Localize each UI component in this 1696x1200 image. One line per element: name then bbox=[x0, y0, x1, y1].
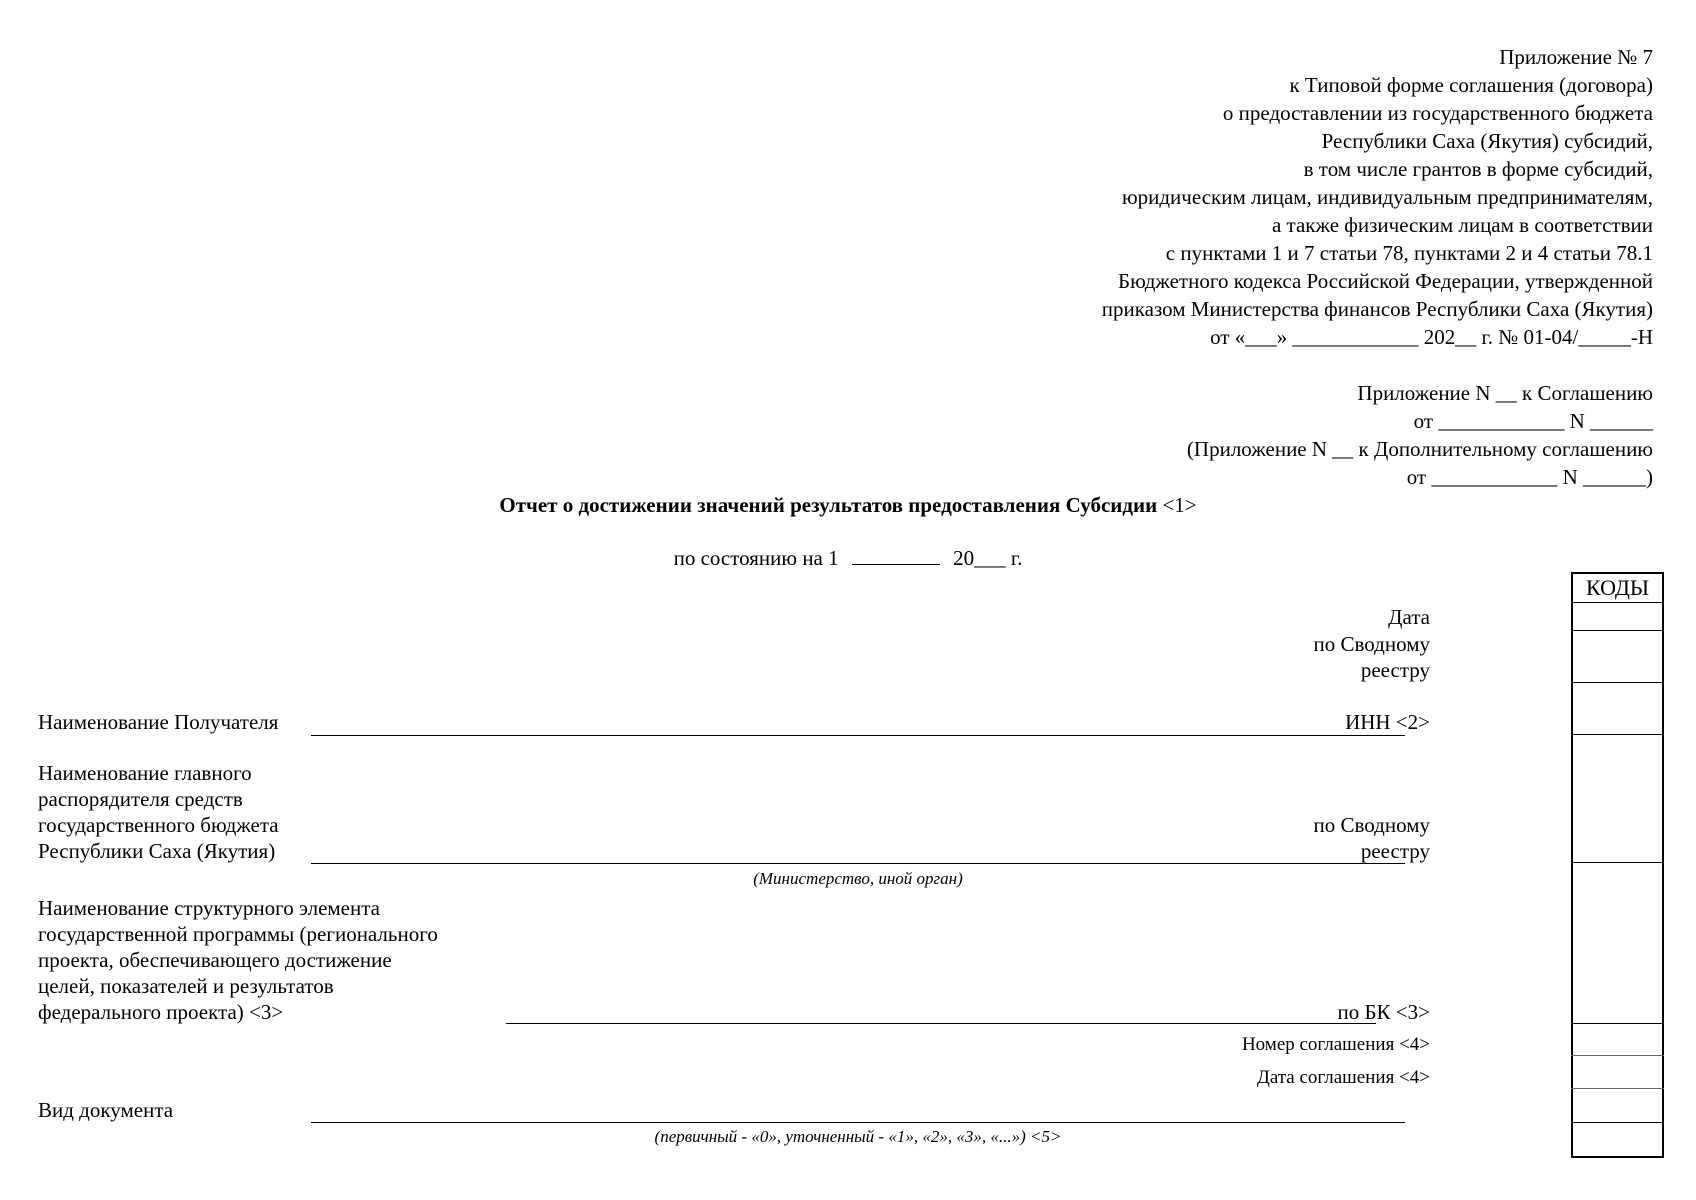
agreement-appendix-line: Приложение N __ к Соглашению bbox=[1357, 381, 1653, 405]
code-gr-svod-reestr-cell[interactable] bbox=[1573, 736, 1662, 862]
codes-header: КОДЫ bbox=[1585, 575, 1650, 600]
doc-type-field[interactable] bbox=[311, 1122, 1405, 1123]
agreement-appendix-header bbox=[1187, 379, 1653, 491]
doc-type-hint: (первичный - «0», уточненный - «1», «2», «3», «...») <5> bbox=[654, 1127, 1062, 1146]
code-date-cell[interactable] bbox=[1573, 604, 1662, 630]
code-doc-type-cell[interactable] bbox=[1573, 1090, 1662, 1122]
struct-field[interactable] bbox=[506, 1023, 1376, 1024]
agreement-appendix-line: (Приложение N __ к Дополнительному соглашению bbox=[1186, 437, 1653, 461]
doc-type-label: Вид документа bbox=[38, 1098, 174, 1122]
appendix-7-line: приказом Министерства финансов Республики Саха (Якутия) bbox=[1101, 297, 1653, 321]
codes-divider bbox=[1571, 682, 1664, 683]
struct-label bbox=[38, 895, 438, 1025]
struct-label-line: проекта, обеспечивающего достижение bbox=[38, 948, 392, 972]
codes-divider bbox=[1571, 1023, 1664, 1024]
gr-hint: (Министерство, иной орган) bbox=[753, 869, 963, 888]
appendix-7-line: от «___» ____________ 202__ г. № 01-04/_____-Н bbox=[1210, 325, 1653, 349]
appendix-7-line: о предоставлении из государственного бюджета bbox=[1222, 101, 1653, 125]
codes-divider bbox=[1571, 1055, 1664, 1056]
appendix-7-line: юридическим лицам, индивидуальным предпринимателям, bbox=[1121, 185, 1653, 209]
appendix-7-header bbox=[1102, 43, 1653, 351]
codes-divider bbox=[1571, 1088, 1664, 1089]
agreement-appendix-line: от ____________ N ______) bbox=[1406, 465, 1653, 489]
struct-label-line: государственной программы (регионального bbox=[38, 922, 438, 946]
struct-label-line: Наименование структурного элемента bbox=[38, 896, 380, 920]
date-label: Дата bbox=[1388, 605, 1430, 629]
codes-divider bbox=[1571, 862, 1664, 863]
struct-label-line: федерального проекта) <3> bbox=[38, 1000, 284, 1024]
gr-label bbox=[38, 760, 279, 864]
svod-reestr-label: реестру bbox=[1360, 658, 1430, 682]
gr-label-line: Наименование главного bbox=[38, 761, 252, 785]
appendix-7-line: а также физическим лицам в соответствии bbox=[1271, 213, 1653, 237]
recipient-field[interactable] bbox=[311, 735, 1405, 736]
code-agreement-date-cell[interactable] bbox=[1573, 1057, 1662, 1088]
appendix-7-line: Бюджетного кодекса Российской Федерации, утвержденной bbox=[1118, 269, 1653, 293]
code-svod-reestr-cell[interactable] bbox=[1573, 632, 1662, 682]
gr-field[interactable] bbox=[311, 863, 1405, 864]
codes-divider bbox=[1571, 602, 1664, 603]
appendix-7-line: к Типовой форме соглашения (договора) bbox=[1289, 73, 1653, 97]
gr-label-line: государственного бюджета bbox=[38, 813, 279, 837]
report-title bbox=[0, 493, 1696, 518]
struct-label-line: целей, показателей и результатов bbox=[38, 974, 334, 998]
agreement-appendix-line: от ____________ N ______ bbox=[1413, 409, 1653, 433]
appendix-7-line: Приложение № 7 bbox=[1499, 45, 1653, 69]
as-of-prefix: по состоянию на 1 bbox=[673, 546, 839, 570]
codes-divider bbox=[1571, 734, 1664, 735]
code-agreement-number-cell[interactable] bbox=[1573, 1025, 1662, 1055]
codes-divider bbox=[1571, 1122, 1664, 1123]
report-as-of bbox=[0, 546, 1696, 571]
as-of-year: 20___ г. bbox=[953, 546, 1023, 570]
gr-svod-reestr-label: реестру bbox=[1360, 839, 1430, 863]
as-of-month-blank[interactable] bbox=[852, 546, 940, 565]
appendix-7-line: в том числе грантов в форме субсидий, bbox=[1303, 157, 1653, 181]
report-title-text: Отчет о достижении значений результатов предоставления Субсидии bbox=[499, 493, 1158, 517]
inn-label: ИНН <2> bbox=[1345, 710, 1430, 734]
appendix-7-line: Республики Саха (Якутия) субсидий, bbox=[1321, 129, 1653, 153]
code-inn-cell[interactable] bbox=[1573, 684, 1662, 734]
agreement-number-label: Номер соглашения <4> bbox=[1241, 1034, 1430, 1055]
svod-reestr-label: по Сводному bbox=[1313, 632, 1430, 656]
code-bk-cell[interactable] bbox=[1573, 864, 1662, 1023]
gr-label-line: распорядителя средств bbox=[38, 787, 243, 811]
appendix-7-line: с пунктами 1 и 7 статьи 78, пунктами 2 и 4 статьи 78.1 bbox=[1165, 241, 1653, 265]
report-title-note: <1> bbox=[1162, 493, 1197, 517]
agreement-date-label: Дата соглашения <4> bbox=[1256, 1067, 1430, 1088]
gr-label-line: Республики Саха (Якутия) bbox=[38, 839, 276, 863]
bk-label: по БК <3> bbox=[1337, 1000, 1430, 1024]
codes-divider bbox=[1571, 630, 1664, 631]
gr-svod-reestr-label: по Сводному bbox=[1313, 813, 1430, 837]
recipient-label: Наименование Получателя bbox=[38, 710, 279, 734]
